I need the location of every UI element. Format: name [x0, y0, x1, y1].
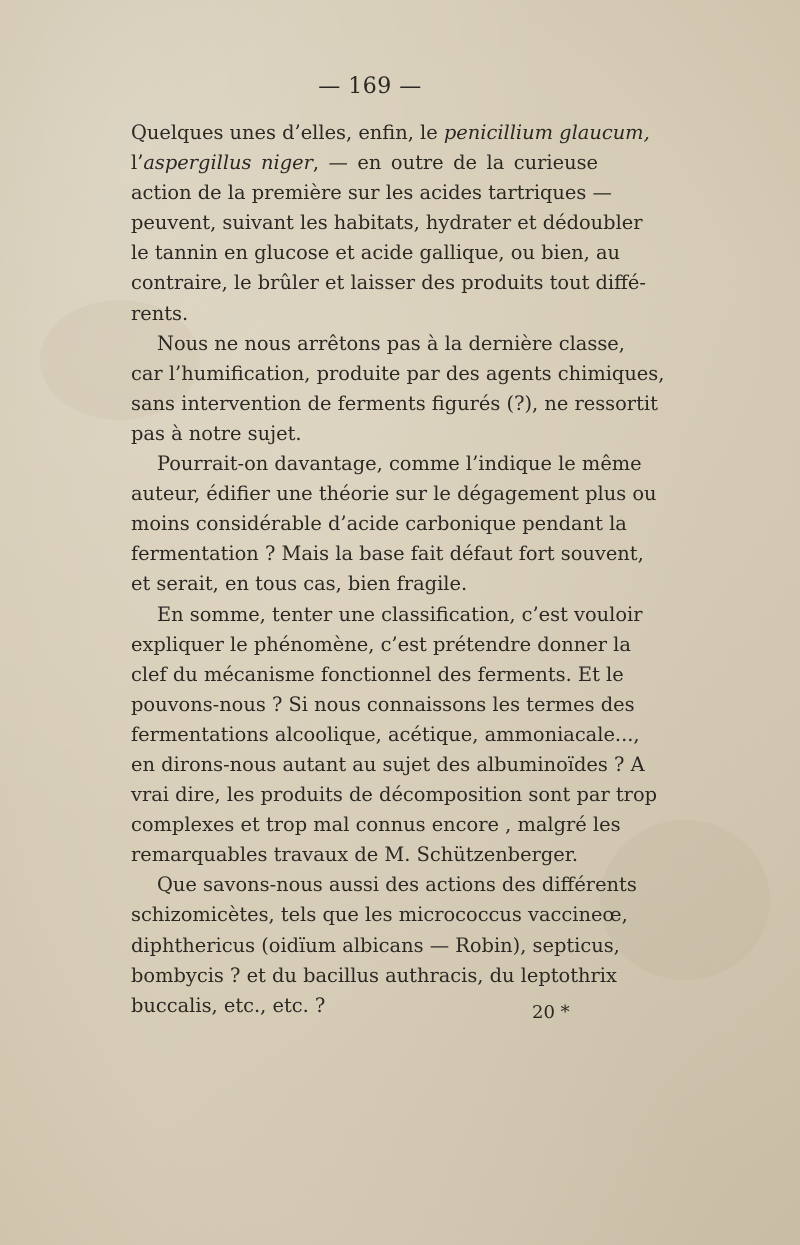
text-line [131, 991, 598, 1021]
text-run: fermentation ? Mais la base fait défaut fort souvent, [131, 542, 644, 566]
text-line [131, 630, 631, 660]
text-line [131, 419, 598, 449]
paragraph [131, 118, 650, 329]
text-run: diphthericus (oidïum albicans — Robin), septicus, [131, 933, 620, 957]
text-run: action de la première sur les acides tartriques — [131, 181, 612, 205]
text-run: contraire, le brûler et laisser des produits tout diffé- [131, 271, 646, 295]
text-run: en dirons-nous autant au sujet des albuminoïdes ? A [131, 752, 645, 776]
text-line [131, 569, 598, 599]
text-line [131, 870, 637, 900]
text-line [131, 810, 621, 840]
text-run: fermentations alcoolique, acétique, ammoniacale..., [131, 722, 640, 746]
text-line [131, 660, 624, 690]
text-line [131, 118, 650, 148]
text-run: moins considérable d’acide carbonique pendant la [131, 512, 627, 536]
text-run: , — en outre de la curieuse [312, 151, 598, 175]
text-line [131, 148, 598, 178]
text-run: complexes et trop mal connus encore , malgré les [131, 813, 621, 837]
text-run: bombycis ? et du bacillus authracis, du leptothrix [131, 963, 617, 987]
text-line [131, 840, 598, 870]
text-run: Pourrait-on davantage, comme l’indique le même [157, 452, 642, 476]
text-run: Nous ne nous arrêtons pas à la dernière classe, [157, 331, 625, 355]
text-line [131, 479, 657, 509]
paragraph [131, 870, 637, 1020]
paragraph [131, 600, 658, 871]
text-line [131, 931, 620, 961]
text-run: schizomicètes, tels que les micrococcus vaccineœ, [131, 903, 628, 927]
text-line [131, 780, 658, 810]
text-line [131, 178, 612, 208]
text-run: l’ [131, 151, 144, 175]
text-run: Que savons-nous aussi des actions des différents [157, 873, 637, 897]
text-run: auteur, édifier une théorie sur le dégagement plus ou [131, 482, 657, 506]
text-line [131, 238, 621, 268]
text-line [131, 720, 640, 750]
text-line [131, 961, 617, 991]
signature-mark: 20 * [532, 1002, 570, 1023]
text-run: expliquer le phénomène, c’est prétendre donner la [131, 632, 631, 656]
page-number: — 169 — [318, 74, 422, 99]
text-line [131, 900, 628, 930]
text-line [131, 509, 627, 539]
text-run: Quelques unes d’elles, enfin, le [131, 121, 444, 144]
text-run: pouvons-nous ? Si nous connaissons les termes des [131, 692, 635, 716]
text-line [131, 600, 643, 630]
text-run: car l’humification, produite par des agents chimiques, [131, 361, 665, 385]
text-run: peuvent, suivant les habitats, hydrater et dédoubler [131, 211, 643, 235]
text-line [131, 389, 658, 419]
text-run: et serait, en tous cas, bien fragile. [131, 572, 468, 596]
text-run: rents. [131, 301, 189, 325]
body-text [131, 118, 665, 1021]
text-line [131, 750, 645, 780]
text-run: vrai dire, les produits de décomposition sont par trop [131, 783, 658, 807]
paragraph [131, 449, 657, 599]
text-line [131, 690, 635, 720]
text-line [131, 208, 643, 238]
text-line [131, 299, 598, 329]
text-run: remarquables travaux de M. Schützenberger. [131, 843, 579, 867]
text-line [131, 449, 642, 479]
text-run: En somme, tenter une classification, c’est vouloir [157, 602, 643, 626]
text-run: sans intervention de ferments figurés (?), ne ressortit [131, 391, 658, 415]
paragraph [131, 329, 665, 449]
text-run: le tannin en glucose et acide gallique, ou bien, au [131, 241, 621, 265]
italic-text: aspergillus niger [143, 151, 313, 175]
italic-text: penicillium glaucum, [443, 121, 650, 144]
text-run: clef du mécanisme fonctionnel des ferments. Et le [131, 662, 624, 686]
text-line [131, 359, 665, 389]
text-run: pas à notre sujet. [131, 421, 302, 445]
paper-stain [600, 820, 770, 980]
text-line [131, 329, 625, 359]
text-run: buccalis, etc., etc. ? [131, 993, 326, 1017]
text-line [131, 539, 644, 569]
text-line [131, 268, 646, 298]
